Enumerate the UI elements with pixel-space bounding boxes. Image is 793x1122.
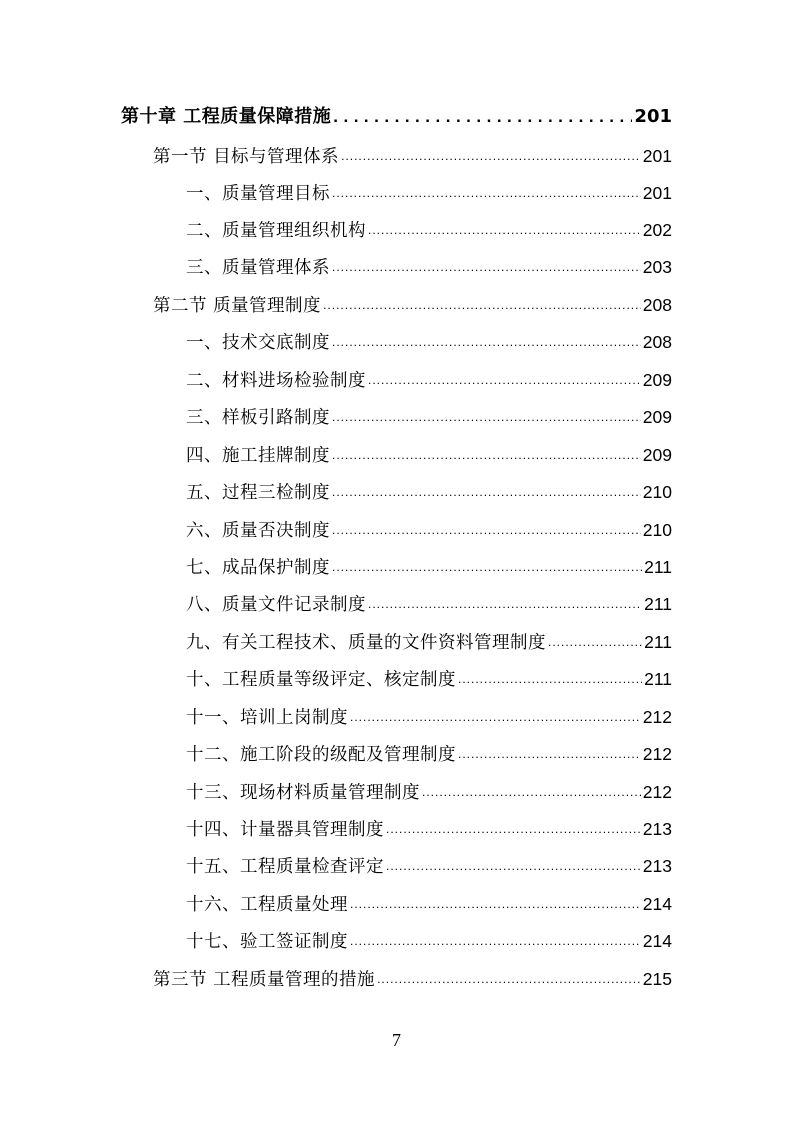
- toc-entry-page: 208: [642, 295, 672, 315]
- toc-entry-page: 212: [642, 782, 672, 802]
- toc-entry-title: 第三节 工程质量管理的措施: [153, 970, 376, 990]
- toc-entry-page: 209: [642, 370, 672, 390]
- toc-entry-page: 208: [642, 332, 672, 352]
- toc-entry-item[interactable]: [186, 327, 672, 357]
- dot-leader: [323, 290, 641, 320]
- toc-entry-item[interactable]: [186, 515, 672, 545]
- dot-leader: [341, 141, 641, 171]
- dot-leader: [332, 178, 641, 208]
- dot-leader: [333, 102, 632, 132]
- toc-entry-title: 十一、培训上岗制度: [186, 708, 348, 728]
- dot-leader: [548, 627, 642, 657]
- toc-entry-title: 三、样板引路制度: [186, 408, 330, 428]
- dot-leader: [368, 215, 641, 245]
- toc-entry-title: 三、质量管理体系: [186, 258, 330, 278]
- toc-entry-item[interactable]: [186, 440, 672, 470]
- toc-entry-section-1[interactable]: [153, 141, 672, 171]
- toc-entry-page: 209: [642, 445, 672, 465]
- toc-entry-item[interactable]: [186, 477, 672, 507]
- toc-entry-title: 二、质量管理组织机构: [186, 221, 366, 241]
- page-number: 7: [392, 1030, 401, 1050]
- toc-entry-title: 十三、现场材料质量管理制度: [186, 783, 420, 803]
- toc-entry-item[interactable]: [186, 627, 672, 657]
- toc-entry-item[interactable]: [186, 552, 672, 582]
- toc-entry-page: 201: [642, 146, 672, 166]
- toc-entry-title: 十五、工程质量检查评定: [186, 857, 384, 877]
- toc-entry-item[interactable]: [186, 589, 672, 619]
- dot-leader: [350, 926, 641, 956]
- toc-entry-item[interactable]: [186, 777, 672, 807]
- dot-leader: [332, 402, 641, 432]
- toc-entry-page: 212: [642, 744, 672, 764]
- dot-leader: [332, 552, 642, 582]
- toc-entry-page: 212: [642, 707, 672, 727]
- toc-entry-title: 九、有关工程技术、质量的文件资料管理制度: [186, 633, 546, 653]
- toc-entry-page: 201: [642, 183, 672, 203]
- toc-entry-item[interactable]: [186, 402, 672, 432]
- dot-leader: [368, 589, 642, 619]
- toc-entry-item[interactable]: [186, 851, 672, 881]
- toc-entry-chapter-10[interactable]: [121, 102, 672, 132]
- dot-leader: [368, 365, 641, 395]
- toc-entry-page: 215: [642, 969, 672, 989]
- dot-leader: [332, 440, 641, 470]
- toc-entry-page: 201: [634, 106, 672, 127]
- toc-entry-item[interactable]: [186, 664, 672, 694]
- toc-entry-item[interactable]: [186, 739, 672, 769]
- toc-entry-page: 211: [644, 557, 672, 577]
- toc-entry-title: 十七、验工签证制度: [186, 932, 348, 952]
- toc-entry-page: 211: [644, 594, 672, 614]
- toc-entry-title: 八、质量文件记录制度: [186, 595, 366, 615]
- dot-leader: [350, 702, 641, 732]
- toc-entry-page: 214: [642, 931, 672, 951]
- toc-entry-title: 四、施工挂牌制度: [186, 446, 330, 466]
- toc-entry-title: 六、质量否决制度: [186, 521, 330, 541]
- dot-leader: [458, 739, 641, 769]
- toc-entry-page: 203: [642, 257, 672, 277]
- toc-entry-item[interactable]: [186, 365, 672, 395]
- toc-entry-page: 214: [642, 894, 672, 914]
- toc-entry-page: 209: [642, 407, 672, 427]
- toc-entry-item[interactable]: [186, 252, 672, 282]
- toc-entry-title: 十四、计量器具管理制度: [186, 820, 384, 840]
- toc-entry-item[interactable]: [186, 215, 672, 245]
- toc-entry-item[interactable]: [186, 178, 672, 208]
- toc-entry-title: 一、质量管理目标: [186, 184, 330, 204]
- toc-entry-title: 十二、施工阶段的级配及管理制度: [186, 745, 456, 765]
- toc-entry-title: 十、工程质量等级评定、核定制度: [186, 670, 456, 690]
- dot-leader: [422, 777, 641, 807]
- dot-leader: [458, 664, 642, 694]
- toc-entry-title: 七、成品保护制度: [186, 558, 330, 578]
- toc-entry-page: 211: [644, 632, 672, 652]
- toc-entry-title: 第一节 目标与管理体系: [153, 147, 340, 167]
- toc-entry-item[interactable]: [186, 814, 672, 844]
- toc-entry-title: 第十章 工程质量保障措施: [121, 106, 332, 127]
- dot-leader: [386, 851, 641, 881]
- toc-entry-item[interactable]: [186, 926, 672, 956]
- toc-entry-page: 211: [644, 669, 672, 689]
- toc-entry-title: 五、过程三检制度: [186, 483, 330, 503]
- dot-leader: [386, 814, 641, 844]
- toc-entry-page: 213: [642, 819, 672, 839]
- dot-leader: [350, 889, 641, 919]
- dot-leader: [332, 477, 641, 507]
- toc-entry-title: 十六、工程质量处理: [186, 895, 348, 915]
- toc-entry-title: 第二节 质量管理制度: [153, 296, 322, 316]
- dot-leader: [377, 964, 641, 994]
- toc-entry-page: 213: [642, 856, 672, 876]
- toc-entry-page: 210: [642, 482, 672, 502]
- toc-entry-title: 一、技术交底制度: [186, 333, 330, 353]
- toc-entry-item[interactable]: [186, 889, 672, 919]
- toc-entry-page: 210: [642, 520, 672, 540]
- dot-leader: [332, 252, 641, 282]
- toc-entry-page: 202: [642, 220, 672, 240]
- toc-entry-section-3[interactable]: [153, 964, 672, 994]
- toc-entry-item[interactable]: [186, 702, 672, 732]
- dot-leader: [332, 327, 641, 357]
- toc-entry-section-2[interactable]: [153, 290, 672, 320]
- toc-entry-title: 二、材料进场检验制度: [186, 371, 366, 391]
- dot-leader: [332, 515, 641, 545]
